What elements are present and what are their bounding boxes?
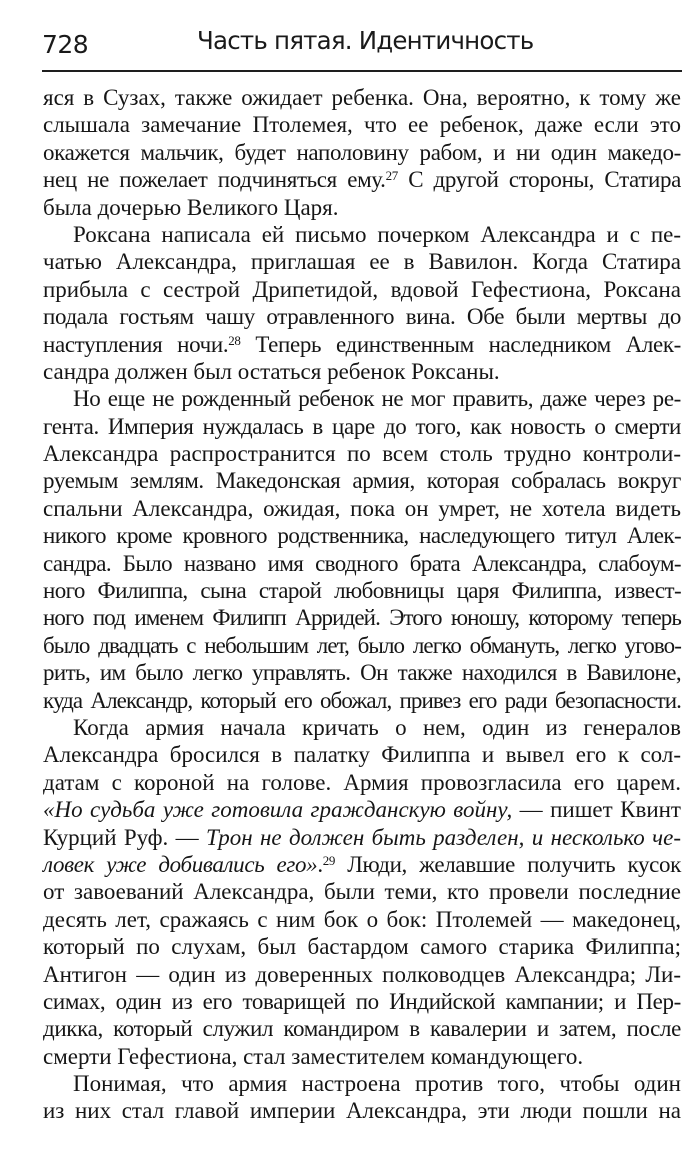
header-rule xyxy=(42,70,682,72)
text-line: слышала замечание Птолемея, что ее ребенок, даже если это xyxy=(43,112,681,138)
running-title: Часть пятая. Идентичность xyxy=(197,26,534,55)
text-line: Александра распространится по всем столь трудно контроли- xyxy=(43,441,681,467)
text-run: — пишет Квинт xyxy=(512,797,681,823)
text-line: дикка, который служил командиром в кавалерии и затем, после xyxy=(43,1016,681,1042)
text-line: рить, им было легко управлять. Он также находился в Вавилоне, xyxy=(43,660,681,686)
text-line: сандра должен был остаться ребенок Роксаны. xyxy=(43,358,500,384)
text-run: Теперь единственным наследником Алек- xyxy=(240,331,681,357)
text-line: гента. Империя нуждалась в царе до того, как новость о смерти xyxy=(43,413,681,439)
text-line: десять лет, сражаясь с ним бок о бок: Птолемей — македонец, xyxy=(43,906,681,932)
text-line: ного под именем Филипп Арридей. Этого юношу, которому теперь xyxy=(43,605,681,631)
footnote-ref: 27 xyxy=(385,168,398,184)
text-line: от завоеваний Александра, были теми, кто провели последние xyxy=(43,879,681,905)
text-line xyxy=(43,166,681,193)
text-line: куда Александр, который его обожал, привез его ради безопасности. xyxy=(43,687,681,713)
text-line: Но еще не рожденный ребенок не мог править, даже через ре- xyxy=(73,386,681,412)
text-line: подала гостьям чашу отравленного вина. Обе были мертвы до xyxy=(43,304,681,330)
text-line: ного Филиппа, сына старой любовницы царя Филиппа, извест- xyxy=(43,578,681,604)
text-line: датам с короной на голове. Армия провозгласила его царем. xyxy=(43,769,681,795)
text-line: Роксана написала ей письмо почерком Александра и с пе- xyxy=(73,221,681,247)
text-line: спальни Александра, ожидая, пока он умрет, не хотела видеть xyxy=(43,495,681,521)
text-line: прибыла с сестрой Дрипетидой, вдовой Гефестиона, Роксана xyxy=(43,276,681,302)
text-run: наступления ночи. xyxy=(43,331,229,357)
footnote-ref: 29 xyxy=(322,852,336,868)
text-line: симах, один из его товарищей по Индийской кампании; и Пер- xyxy=(43,988,681,1014)
text-run: Люди, желавшие получить кусок xyxy=(335,851,682,877)
text-line xyxy=(43,331,681,358)
text-run: . xyxy=(317,851,323,877)
text-line: Антигон — один из доверенных полководцев Александра; Ли- xyxy=(43,961,681,987)
text-run: С другой стороны, Статира xyxy=(397,167,681,193)
text-line: который по слухам, был бастардом самого старика Филиппа; xyxy=(43,934,681,960)
text-line: Александра бросился в палатку Филиппа и вывел его к сол- xyxy=(43,742,681,768)
text-line: Когда армия начала кричать о нем, один из генералов xyxy=(73,714,681,740)
text-line: никого кроме кровного родственника, наследующего титул Алек- xyxy=(43,523,681,549)
quote-text: ловек уже добивались его» xyxy=(43,851,318,877)
text-line: руемым землям. Македонская армия, которая собралась вокруг xyxy=(43,468,681,494)
quote-text: «Но судьба уже готовила гражданскую войну, xyxy=(43,797,513,823)
text-line: смерти Гефестиона, стал заместителем командующего. xyxy=(43,1043,584,1069)
text-line: была дочерью Великого Царя. xyxy=(43,194,339,220)
text-line: яся в Сузах, также ожидает ребенка. Она, вероятно, к тому же xyxy=(43,85,681,110)
page-number: 728 xyxy=(42,30,89,59)
text-line: было двадцать с небольшим лет, было легко обмануть, легко угово- xyxy=(43,632,681,658)
text-line: Понимая, что армия настроена против того, чтобы один xyxy=(73,1071,681,1097)
text-line: из них стал главой империи Александра, эти люди пошли на xyxy=(43,1098,681,1124)
text-line: окажется мальчик, будет наполовину рабом, и ни один македо- xyxy=(43,139,681,165)
text-run: нец не пожелает подчиняться ему. xyxy=(43,167,386,193)
quote-text: Трон не должен быть разделен, и несколько че- xyxy=(205,824,681,850)
text-line: чатью Александра, приглашая ее в Вавилон. Когда Статира xyxy=(43,249,681,275)
text-line xyxy=(43,851,681,878)
text-line: сандра. Было названо имя сводного брата Александра, слабоум- xyxy=(43,550,681,576)
text-line xyxy=(43,824,681,851)
footnote-ref: 28 xyxy=(228,332,241,348)
text-line xyxy=(43,796,681,823)
body-text xyxy=(43,84,681,1125)
text-run: Курций Руф. — xyxy=(43,824,206,850)
page-header xyxy=(42,22,682,62)
